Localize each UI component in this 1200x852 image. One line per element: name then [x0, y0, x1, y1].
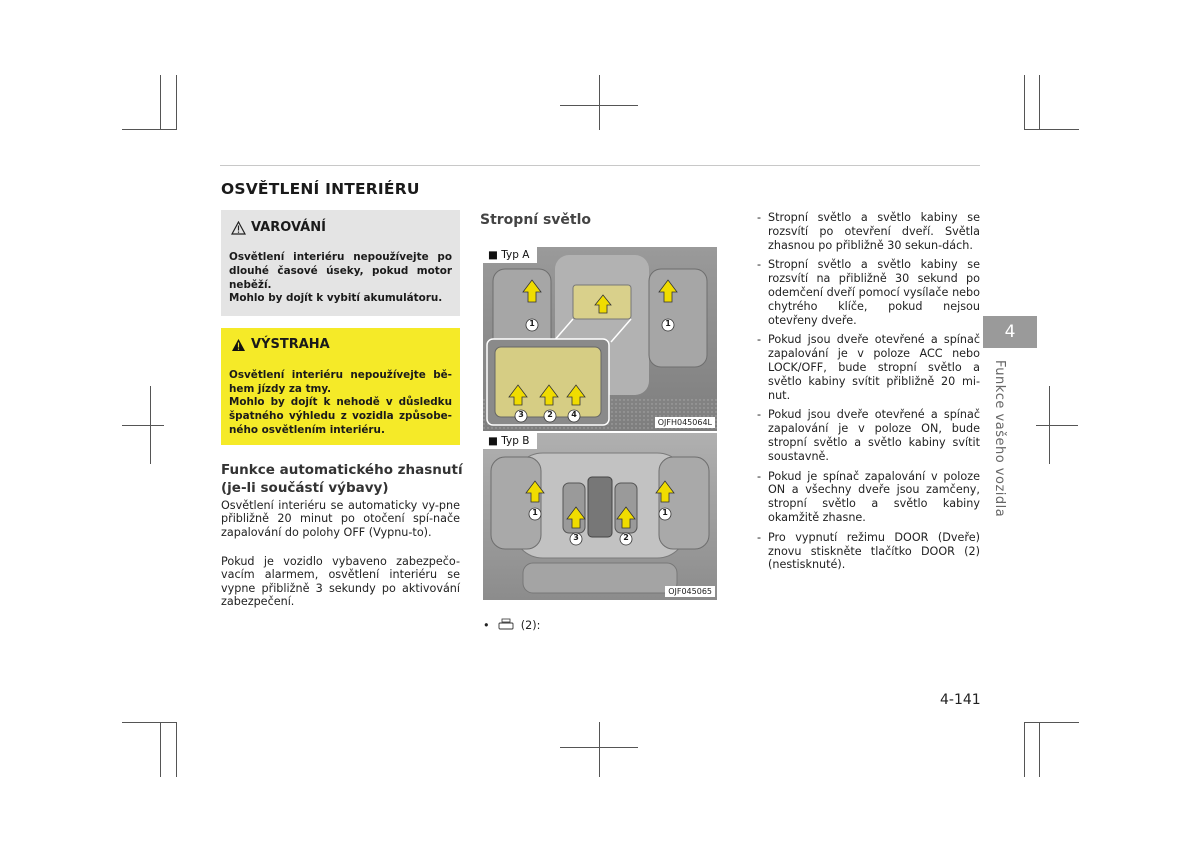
door-mode-icon — [497, 618, 515, 630]
caution-triangle-icon — [231, 338, 246, 352]
callout-1-left: 1 — [532, 508, 538, 517]
callout-1-right: 1 — [665, 319, 671, 328]
crop-mark — [1039, 75, 1040, 130]
callout-2: 2 — [547, 410, 553, 419]
bullet-suffix: (2): — [520, 619, 541, 632]
crop-mark — [1049, 386, 1050, 464]
crop-mark — [1024, 129, 1079, 130]
crop-mark — [1024, 722, 1025, 777]
list-item: - Stropní světlo a světlo kabiny se rozsvítí na přibližně 30 sekund po odemčení dveří pomocí vysílače nebo chytrého klíče, pokud nejsou otevřeny dveře. — [757, 258, 980, 327]
header-rule — [220, 165, 980, 166]
page-number: 4-141 — [940, 692, 981, 708]
crop-mark — [176, 75, 177, 130]
ceiling-console-a-illustration — [483, 247, 717, 431]
warning-triangle-icon — [231, 221, 246, 235]
chapter-title: Funkce vašeho vozidla — [992, 360, 1007, 518]
crop-mark — [160, 722, 161, 777]
crop-mark — [160, 75, 161, 130]
crop-mark — [1036, 425, 1078, 426]
caution-title: VÝSTRAHA — [251, 337, 330, 352]
caution-box — [221, 328, 460, 445]
caution-text: Osvětlení interiéru nepoužívejte bě-hem jízdy za tmy. — [229, 369, 452, 395]
crop-mark — [122, 129, 177, 130]
auto-off-heading: Funkce automatického zhasnutí (je-li součástí výbavy) — [221, 462, 463, 496]
figure-type-a — [483, 247, 717, 431]
crop-mark — [176, 722, 177, 777]
warning-header — [231, 220, 326, 235]
warning-text-2: Mohlo by dojít k vybití akumulátoru. — [229, 292, 443, 304]
figure-a-label: ■ Typ A — [483, 247, 537, 263]
caution-text-2: Mohlo by dojít k nehodě v důsledku špatného výhledu z vozidla způsobe-ného osvětlením interiéru. — [229, 396, 452, 436]
auto-off-paragraph-2: Pokud je vozidlo vybaveno zabezpečo-vacím alarmem, osvětlení interiéru se vypne přibližně 3 sekundy po aktivování zabezpečení. — [221, 555, 460, 608]
list-item: - Pro vypnutí režimu DOOR (Dveře) znovu stiskněte tlačítko DOOR (2) (nestisknuté). — [757, 531, 980, 572]
crop-mark — [150, 386, 151, 464]
callout-3: 3 — [518, 410, 524, 419]
crop-mark — [122, 425, 164, 426]
ceiling-console-b-illustration — [483, 433, 717, 600]
crop-mark — [1024, 722, 1079, 723]
bullet-mark: • — [483, 619, 490, 632]
warning-box — [221, 210, 460, 316]
list-item: - Pokud jsou dveře otevřené a spínač zapalování je v poloze ON, bude stropní světlo a světlo kabiny svítit soustavně. — [757, 408, 980, 463]
warning-text: Osvětlení interiéru nepoužívejte po dlouhé časové úseky, pokud motor neběží. — [229, 251, 452, 291]
callout-2: 2 — [623, 533, 629, 542]
crop-mark — [1024, 75, 1025, 130]
door-mode-bullet — [483, 618, 540, 632]
callout-1-left: 1 — [529, 319, 535, 328]
crop-mark — [122, 722, 177, 723]
chapter-tab: 4 — [983, 316, 1037, 348]
list-item: - Stropní světlo a světlo kabiny se rozsvítí po otevření dveří. Světla zhasnou po přibližně 30 sekun-dách. — [757, 211, 980, 252]
crop-mark — [1039, 722, 1040, 777]
list-item: - Pokud je spínač zapalování v poloze ON a všechny dveře jsou zamčeny, stropní světlo a světlo kabiny okamžitě zhasne. — [757, 470, 980, 525]
figure-b-code: OJF045065 — [665, 586, 715, 597]
behavior-list — [757, 211, 980, 578]
callout-3: 3 — [573, 533, 579, 542]
callout-1-right: 1 — [662, 508, 668, 517]
list-item: - Pokud jsou dveře otevřené a spínač zapalování je v poloze ACC nebo LOCK/OFF, bude stropní světlo a světlo kabiny svítit přibližně 20 mi-nut. — [757, 333, 980, 402]
ceiling-light-heading: Stropní světlo — [480, 212, 592, 228]
auto-off-paragraph-1: Osvětlení interiéru se automaticky vy-pne přibližně 20 minut po otočení spí-nače zapalování do polohy OFF (Vypnu-to). — [221, 499, 460, 539]
caution-header — [231, 337, 330, 352]
section-title: OSVĚTLENÍ INTERIÉRU — [221, 180, 420, 198]
figure-type-b — [483, 433, 717, 600]
crop-mark — [599, 75, 600, 130]
crop-mark — [599, 722, 600, 777]
figure-b-label: ■ Typ B — [483, 433, 537, 449]
callout-4: 4 — [571, 410, 577, 419]
figure-a-code: OJFH045064L — [655, 417, 715, 428]
warning-title: VAROVÁNÍ — [251, 220, 326, 235]
